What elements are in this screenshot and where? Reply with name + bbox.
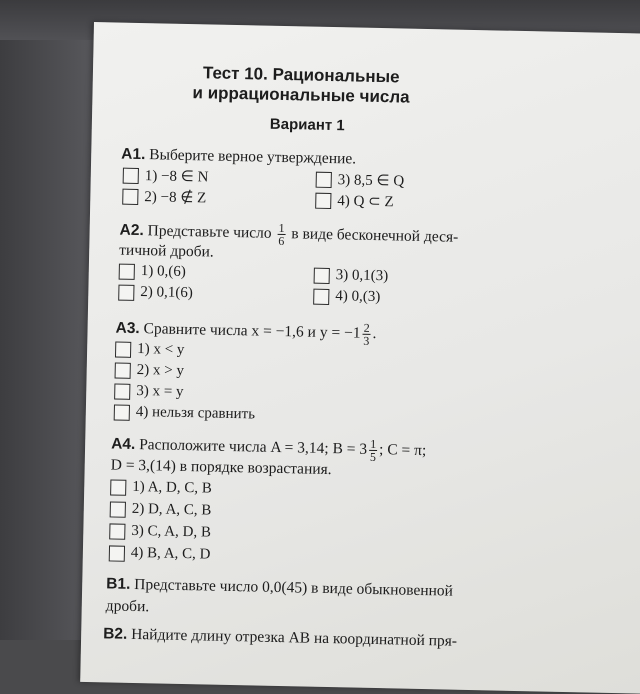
checkbox[interactable] xyxy=(110,501,126,517)
question-a2-line2: тичной дроби. xyxy=(119,241,214,261)
option-label: 2) −8 ∉ Z xyxy=(144,189,207,207)
question-a4-text-after: ; C = π; xyxy=(378,441,427,460)
test-sheet xyxy=(80,22,640,694)
question-a4-text: Расположите числа A = 3,14; B = 3 xyxy=(138,436,368,458)
option-label: 3) x = y xyxy=(136,382,184,400)
a2-option-2[interactable] xyxy=(118,284,193,303)
question-b2-text: Найдите длину отрезка AB на координатной пря- xyxy=(131,625,458,650)
fraction-denominator: 6 xyxy=(278,233,285,249)
question-b2-number: В2. xyxy=(103,625,128,643)
page-title-line2: и иррациональные числа xyxy=(192,83,410,107)
variant-label: Вариант 1 xyxy=(269,115,345,135)
option-label: 1) −8 ∈ N xyxy=(144,168,209,186)
question-a2-text-after: в виде бесконечной деся- xyxy=(291,225,459,246)
a1-option-2[interactable] xyxy=(122,187,206,208)
a3-option-3[interactable] xyxy=(114,383,184,401)
question-b1-text: Представьте число 0,0(45) в виде обыкновенной xyxy=(134,575,454,600)
question-a3-number: А3. xyxy=(115,319,140,338)
a3-option-1[interactable] xyxy=(115,341,185,359)
checkbox[interactable] xyxy=(123,167,139,183)
question-b1-number: В1. xyxy=(106,575,131,593)
checkbox[interactable] xyxy=(114,383,130,399)
checkbox[interactable] xyxy=(114,404,130,420)
option-label: 2) 0,1(6) xyxy=(140,284,194,302)
checkbox[interactable] xyxy=(313,288,329,304)
checkbox[interactable] xyxy=(115,341,131,357)
a1-option-1[interactable] xyxy=(123,166,209,187)
option-label: 2) x > y xyxy=(136,361,185,379)
checkbox[interactable] xyxy=(315,192,331,208)
fraction-denominator: 5 xyxy=(369,449,377,464)
checkbox[interactable] xyxy=(109,545,125,561)
fraction-numerator: 1 xyxy=(370,436,377,452)
a4-option-1[interactable] xyxy=(110,478,212,497)
a2-option-4[interactable] xyxy=(313,288,380,306)
option-label: 2) D, A, C, B xyxy=(131,500,212,519)
checkbox[interactable] xyxy=(115,362,131,378)
option-label: 4) нельзя сравнить xyxy=(135,403,256,423)
question-a4-number: А4. xyxy=(110,435,136,454)
a4-option-3[interactable] xyxy=(109,522,211,541)
option-label: 1) A, D, C, B xyxy=(132,478,213,497)
checkbox[interactable] xyxy=(122,188,138,204)
option-label: 4) Q ⊂ Z xyxy=(337,193,394,211)
a2-option-3[interactable] xyxy=(314,267,389,286)
checkbox[interactable] xyxy=(119,263,135,279)
question-a2-number: А2. xyxy=(119,221,144,240)
option-label: 3) 0,1(3) xyxy=(335,267,389,285)
question-a1-text: Выберите верное утверждение. xyxy=(149,146,357,168)
question-b2 xyxy=(103,624,457,650)
fraction-numerator: 1 xyxy=(278,220,285,236)
checkbox[interactable] xyxy=(314,267,330,283)
question-a3-text: Сравните числа x = −1,6 и y = −1 xyxy=(143,320,361,342)
a4-option-2[interactable] xyxy=(110,500,212,519)
fraction-denominator: 3 xyxy=(363,333,370,348)
a3-option-2[interactable] xyxy=(115,362,185,380)
option-label: 4) B, A, C, D xyxy=(130,544,211,563)
checkbox[interactable] xyxy=(110,479,126,495)
fraction xyxy=(277,222,286,247)
checkbox[interactable] xyxy=(109,523,125,539)
option-label: 3) C, A, D, B xyxy=(131,522,212,541)
a1-option-3[interactable] xyxy=(316,170,405,191)
a3-option-4[interactable] xyxy=(114,404,256,424)
question-b1-line2: дроби. xyxy=(105,597,150,616)
fraction-numerator: 2 xyxy=(363,320,370,335)
a2-option-1[interactable] xyxy=(119,263,186,281)
checkbox[interactable] xyxy=(316,171,332,187)
option-label: 4) 0,(3) xyxy=(335,288,381,306)
option-label: 1) x < y xyxy=(136,340,185,358)
option-label: 3) 8,5 ∈ Q xyxy=(337,172,405,190)
page-title-line1: Тест 10. Рациональные xyxy=(202,63,400,87)
checkbox[interactable] xyxy=(118,284,134,300)
a4-option-4[interactable] xyxy=(109,544,211,563)
a1-option-4[interactable] xyxy=(315,191,394,212)
question-a1-number: А1. xyxy=(121,145,146,164)
question-a4-line2: D = 3,(14) в порядке возрастания. xyxy=(110,456,332,479)
fraction xyxy=(362,322,371,347)
question-a1 xyxy=(121,145,356,169)
fraction xyxy=(369,438,378,463)
question-b1 xyxy=(106,574,453,600)
question-a2-text: Представьте число xyxy=(147,222,272,242)
question-a3-end: . xyxy=(372,324,377,343)
option-label: 1) 0,(6) xyxy=(140,263,186,280)
